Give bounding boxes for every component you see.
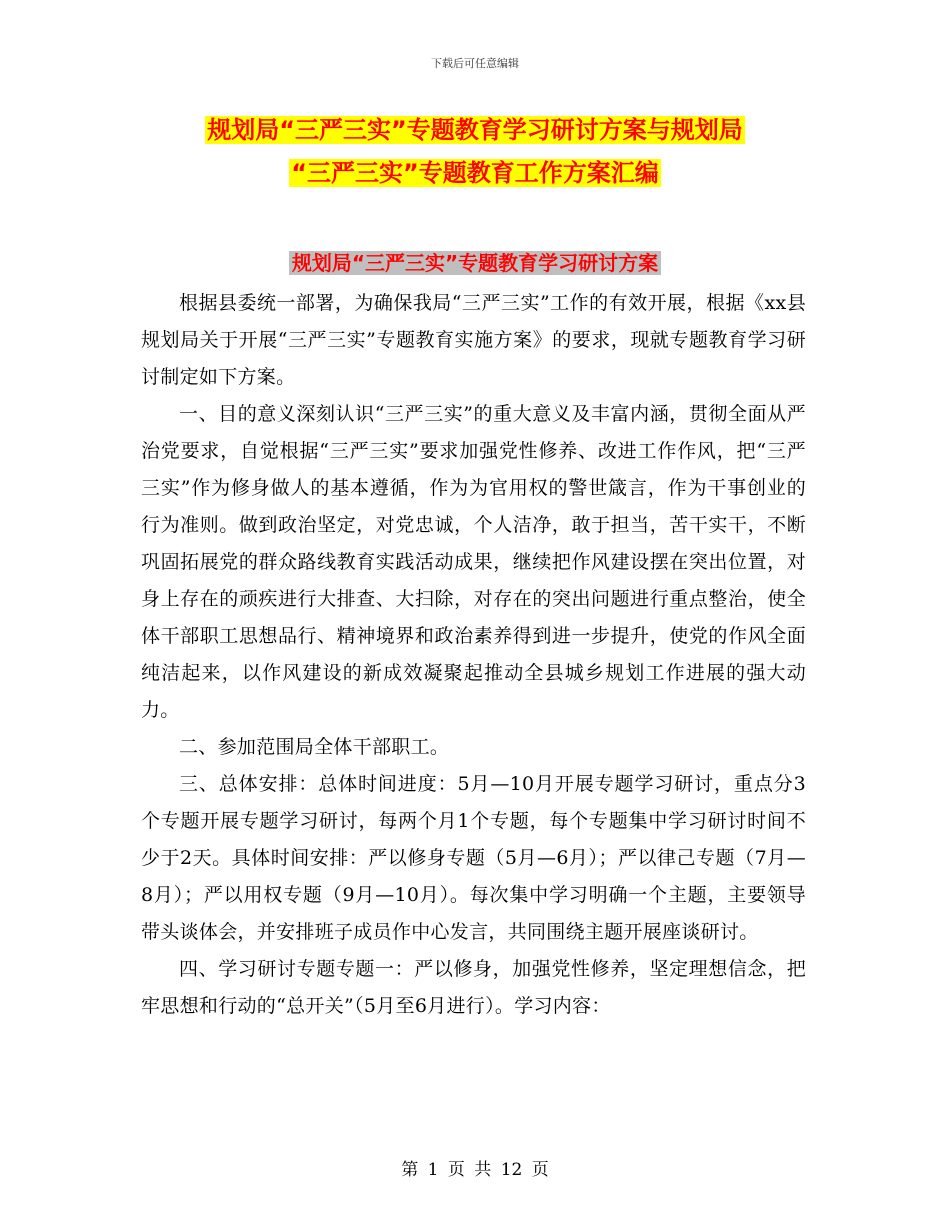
paragraph-intro: 根据县委统一部署，为确保我局“三严三实”工作的有效开展，根据《xx县规划局关于开展“三严三实”专题教育实施方案》的要求，现就专题教育学习研讨制定如下方案。 xyxy=(141,292,806,388)
paragraph-topics: 四、学习研讨专题专题一：严以修身，加强党性修养，坚定理想信念，把牢思想和行动的“总开关”（5月至6月进行）。学习内容： xyxy=(141,958,806,1017)
page-footer: 第 1 页 共 12 页 xyxy=(401,1160,549,1180)
section-title xyxy=(0,245,950,281)
body-text xyxy=(141,285,806,1025)
section-title-text: 规划局“三严三实”专题教育学习研讨方案 xyxy=(289,251,661,275)
document-title-line-2 xyxy=(0,153,950,193)
paragraph-scope: 二、参加范围局全体干部职工。 xyxy=(179,736,450,758)
paragraph-arrangement: 三、总体安排：总体时间进度：5月—10月开展专题学习研讨，重点分3个专题开展专题学习研讨，每两个月1个专题，每个专题集中学习研讨时间不少于2天。具体时间安排：严以修身专题（5月—6月）；严以律己专题（7月—8月）；严以用权专题（9月—10月）。每次集中学习明确一个主题，主要领导带头谈体会，并安排班子成员作中心发言，共同围绕主题开展座谈研讨。 xyxy=(141,773,806,943)
document-title-line-1-text: 规划局“三严三实”专题教育学习研讨方案与规划局 xyxy=(207,116,743,144)
document-title-line-2-text: “三严三实”专题教育工作方案汇编 xyxy=(291,159,659,187)
paragraph-purpose: 一、目的意义深刻认识“三严三实”的重大意义及丰富内涵，贯彻全面从严治党要求，自觉根据“三严三实”要求加强党性修养、改进工作作风，把“三严三实”作为修身做人的基本遵循，作为为官用权的警世箴言，作为干事创业的行为准则。做到政治坚定，对党忠诚，个人洁净，敢于担当，苦干实干，不断巩固拓展党的群众路线教育实践活动成果，继续把作风建设摆在突出位置，对身上存在的顽疾进行大排查、大扫除，对存在的突出问题进行重点整治，使全体干部职工思想品行、精神境界和政治素养得到进一步提升，使党的作风全面纯洁起来，以作风建设的新成效凝聚起推动全县城乡规划工作进展的强大动力。 xyxy=(141,403,806,721)
header-note: 下载后可任意编辑 xyxy=(431,57,519,70)
document-title-line-1 xyxy=(0,110,950,150)
